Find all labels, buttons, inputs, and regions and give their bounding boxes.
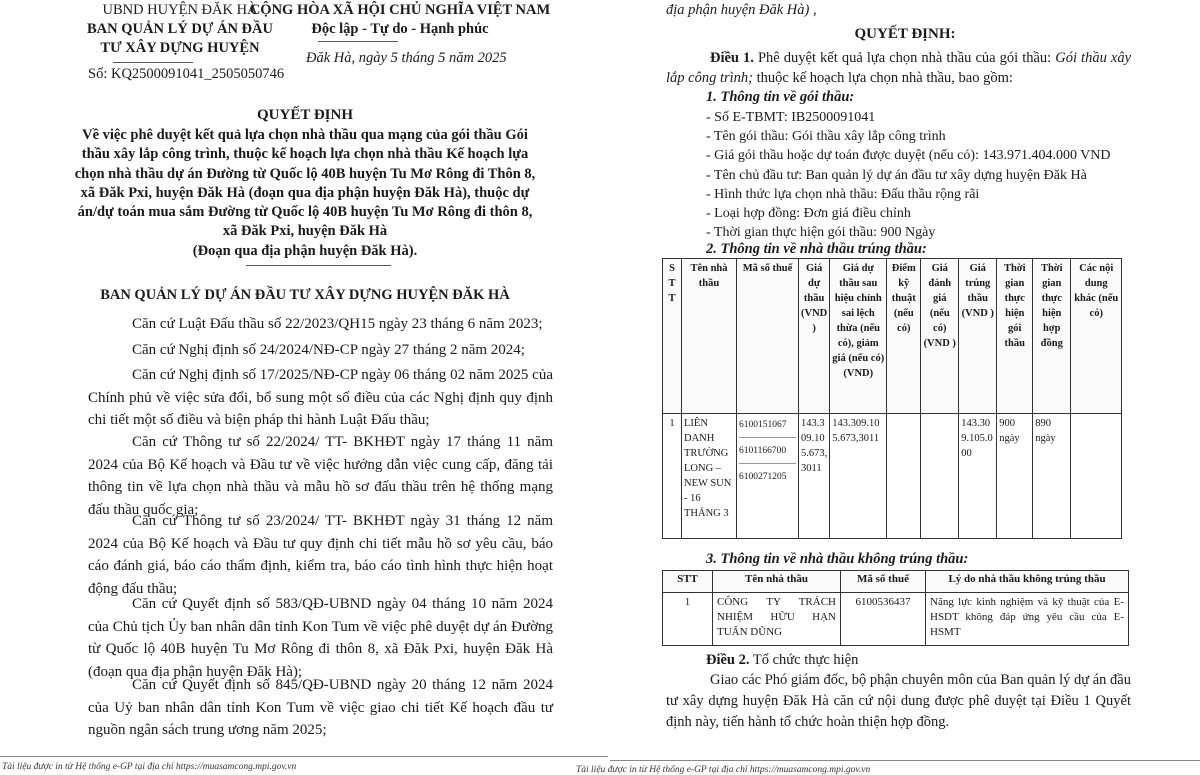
col-stt: S T T (663, 259, 682, 414)
cell-contract-duration: 890 ngày (1033, 414, 1071, 539)
tax-id: 6100151067 (739, 416, 796, 438)
package-info-item: - Thời gian thực hiện gói thầu: 900 Ngày (706, 225, 936, 241)
document-number: Số: KQ2500091041_2505050746 (88, 66, 285, 82)
col-other: Các nội dung khác (nếu có) (1071, 259, 1122, 414)
cell-adjusted-price: 143.309.105.673,3011 (830, 414, 887, 539)
legal-basis-7: Căn cứ Quyết định số 845/QĐ-UBND ngày 20 tháng 12 năm 2024 của Uỷ ban nhân dân tỉnh Kon Tum về việc giao chi tiết Kế hoạch đầu tư nguồn ngân sách trung ương năm 2025; (88, 677, 553, 738)
page-footer: Tài liệu được in từ Hệ thống e-GP tại địa chỉ https://muasamcong.mpi.gov.vn (2, 762, 297, 772)
package-info-item: - Tên chủ đầu tư: Ban quản lý dự án đầu tư xây dựng huyện Đăk Hà (706, 167, 1087, 183)
winning-bidder-table (662, 258, 1122, 539)
subtitle-line: án/dự toán mua sắm Đường từ Quốc lộ 40B huyện Tu Mơ Rông đi thôn 8, (77, 204, 533, 221)
cell-package-duration: 900 ngày (997, 414, 1033, 539)
col-award-price: Giá trúng thầu (VND ) (959, 259, 997, 414)
package-name-italic: Gói thầu xây lắp công trình; (666, 50, 1132, 86)
table-row (663, 414, 1122, 539)
cell-eval-price (921, 414, 959, 539)
footer-rule (610, 760, 1200, 761)
col-reason: Lý do nhà thầu không trúng thầu (926, 571, 1129, 593)
subtitle-line: thầu xây lắp công trình, thuộc kế hoạch lựa chọn nhà thầu Kế hoạch lựa (81, 146, 529, 163)
cell-bidder-name: CÔNG TY TRÁCH NHIỆM HỮU HẠN TUẤN DŨNG (713, 593, 841, 646)
subtitle-line: Về việc phê duyệt kết quả lựa chọn nhà thầu qua mạng của gói thầu Gói (82, 127, 528, 143)
cell-bid-price: 143.309.105.673,3011 (799, 414, 830, 539)
cell-tech-score (887, 414, 921, 539)
decision-subtitle (40, 126, 570, 261)
col-bidder-name: Tên nhà thầu (682, 259, 737, 414)
tax-id: 6101166700 (739, 442, 796, 464)
national-motto: Độc lập - Tự do - Hạnh phúc (311, 21, 489, 37)
col-tech-score: Điểm kỹ thuật (nếu có) (887, 259, 921, 414)
page-footer: Tài liệu được in từ Hệ thống e-GP tại địa chỉ https://muasamcong.mpi.gov.vn (576, 765, 871, 775)
legal-basis-4: Căn cứ Thông tư số 22/2024/ TT- BKHĐT ngày 17 tháng 11 năm 2024 của Bộ Kế hoạch và Đầu tư về việc hướng dẫn việc cung cấp, đăng tải thông tin về lựa chọn nhà thầu và mẫu hồ sơ đấu thầu trên hệ thống mạng đấu thầu quốc gia; (88, 434, 553, 518)
article-1-text-end: thuộc kế hoạch lựa chọn nhà thầu, bao gồm: (753, 70, 1013, 86)
subtitle-underline (246, 265, 391, 266)
package-info-item: - Hình thức lựa chọn nhà thầu: Đấu thầu rộng rãi (706, 186, 980, 202)
article-2-label: Điều 2. (706, 652, 750, 668)
agency-underline (113, 62, 193, 63)
section-1-title: 1. Thông tin về gói thầu: (706, 89, 855, 105)
legal-basis-3: Căn cứ Nghị định số 17/2025/NĐ-CP ngày 06 tháng 02 năm 2025 của Chính phủ về việc sửa đổi, bổ sung một số điều của các Nghị định quy định chi tiết một số điều và biện pháp thi hành Luật Đấu thầu; (88, 367, 553, 428)
col-eval-price: Giá đánh giá (nếu có) (VND ) (921, 259, 959, 414)
legal-basis-1: Căn cứ Luật Đấu thầu số 22/2023/QH15 ngày 23 tháng 6 năm 2023; (132, 316, 543, 332)
issue-date: Đăk Hà, ngày 5 tháng 5 năm 2025 (306, 50, 507, 66)
subtitle-line: xã Đăk Pxi, huyện Đăk Hà (đoạn qua địa phận huyện Đăk Hà), thuộc dự (80, 184, 530, 201)
issuing-authority: BAN QUẢN LÝ DỰ ÁN ĐẦU TƯ XÂY DỰNG HUYỆN ĐĂK HÀ (100, 287, 510, 303)
cell-tax-id: 6100536437 (841, 593, 926, 646)
package-info-item: - Loại hợp đồng: Đơn giá điều chỉnh (706, 206, 911, 222)
cell-reason: Năng lực kinh nghiệm và kỹ thuật của E-HSDT không đáp ứng yêu cầu của E-HSMT (926, 593, 1129, 646)
article-2-title: Tổ chức thực hiện (749, 652, 859, 668)
subtitle-line: chọn nhà thầu dự án Đường từ Quốc lộ 40B huyện Tu Mơ Rông đi Thôn 8, (74, 165, 536, 182)
cell-other (1071, 414, 1122, 539)
package-info-item: - Giá gói thầu hoặc dự toán được duyệt (nếu có): 143.971.404.000 VND (706, 148, 1111, 164)
package-info-item: - Tên gói thầu: Gói thầu xây lắp công trình (706, 129, 946, 145)
agency-parent: UBND HUYỆN ĐĂK HÀ (102, 2, 258, 18)
table-header-row (663, 259, 1122, 414)
col-tax-id: Mã số thuế (841, 571, 926, 593)
article-2-heading (706, 652, 858, 669)
table-row (663, 593, 1129, 646)
losing-bidder-table (662, 570, 1129, 646)
cell-bidder-name: LIÊN DANH TRƯỜNG LONG – NEW SUN - 16 THÁNG 3 (682, 414, 737, 539)
agency-name-line2: TƯ XÂY DỰNG HUYỆN (100, 40, 260, 56)
cell-award-price: 143.309.105.000 (959, 414, 997, 539)
package-info-item: - Số E-TBMT: IB2500091041 (706, 110, 876, 125)
cell-stt: 1 (663, 593, 713, 646)
col-bid-price: Giá dự thầu (VND ) (799, 259, 830, 414)
national-title: CỘNG HÒA XÃ HỘI CHỦ NGHĨA VIỆT NAM (249, 2, 551, 18)
agency-name-line1: BAN QUẢN LÝ DỰ ÁN ĐẦU (87, 21, 273, 37)
article-2-body: Giao các Phó giám đốc, bộ phận chuyên môn của Ban quản lý dự án đầu tư xây dựng huyện Đăk Hà căn cứ nội dung được phê duyệt tại Điều 1 Quyết định này, tiến hành tổ chức hoàn thiện hợp đồng. (666, 672, 1131, 730)
col-contract-duration: Thời gian thực hiện hợp đồng (1033, 259, 1071, 414)
col-tax-id: Mã số thuế (737, 259, 799, 414)
article-1-label: Điều 1. (710, 50, 754, 66)
article-1-text: Phê duyệt kết quả lựa chọn nhà thầu của gói thầu: (753, 50, 1056, 66)
national-header (230, 1, 570, 39)
motto-underline (318, 41, 398, 42)
decision-title: QUYẾT ĐỊNH (257, 107, 353, 123)
subtitle-line: (Đoạn qua địa phận huyện Đăk Hà). (192, 242, 418, 259)
subtitle-line: xã Đăk Pxi, huyện Đăk Hà (222, 223, 388, 240)
section-2-title: 2. Thông tin về nhà thầu trúng thầu: (706, 241, 927, 257)
legal-basis-2: Căn cứ Nghị định số 24/2024/NĐ-CP ngày 27 tháng 2 năm 2024; (132, 342, 525, 358)
package-info-list (706, 108, 1111, 242)
legal-basis-6: Căn cứ Quyết định số 583/QĐ-UBND ngày 04 tháng 10 năm 2024 của Chủ tịch Ủy ban nhân dân tỉnh Kon Tum về việc phê duyệt dự án Đường từ Quốc lộ 40B huyện Tu Mơ Rông đi thôn 8, xã Đăk Pxi, huyện Đăk Hà (đoạn qua địa phận huyện Đăk Hà); (88, 596, 553, 680)
decision-heading: QUYẾT ĐỊNH: (854, 26, 956, 42)
carryover-text: địa phận huyện Đăk Hà) , (666, 2, 817, 18)
col-bidder-name: Tên nhà thầu (713, 571, 841, 593)
cell-tax-ids (737, 414, 799, 539)
document-page-right (576, 0, 1200, 775)
col-adjusted-price: Giá dự thầu sau hiệu chỉnh sai lệch thừa (nếu có), giảm giá (nếu có) (VND) (830, 259, 887, 414)
footer-rule (0, 756, 608, 757)
legal-basis-5: Căn cứ Thông tư số 23/2024/ TT- BKHĐT ngày 31 tháng 12 năm 2024 của Bộ Kế hoạch và Đầu tư quy định chi tiết mẫu hồ sơ yêu cầu, báo cáo đánh giá, báo cáo thẩm định, kiểm tra, báo cáo tình hình thực hiện hoạt động đấu thầu; (88, 513, 553, 597)
table-header-row (663, 571, 1129, 593)
cell-stt: 1 (663, 414, 682, 539)
col-package-duration: Thời gian thực hiện gói thầu (997, 259, 1033, 414)
tax-id: 6100271205 (739, 472, 787, 482)
article-1 (666, 48, 1131, 88)
col-stt: STT (663, 571, 713, 593)
section-3-title: 3. Thông tin về nhà thầu không trúng thầu: (706, 551, 969, 567)
